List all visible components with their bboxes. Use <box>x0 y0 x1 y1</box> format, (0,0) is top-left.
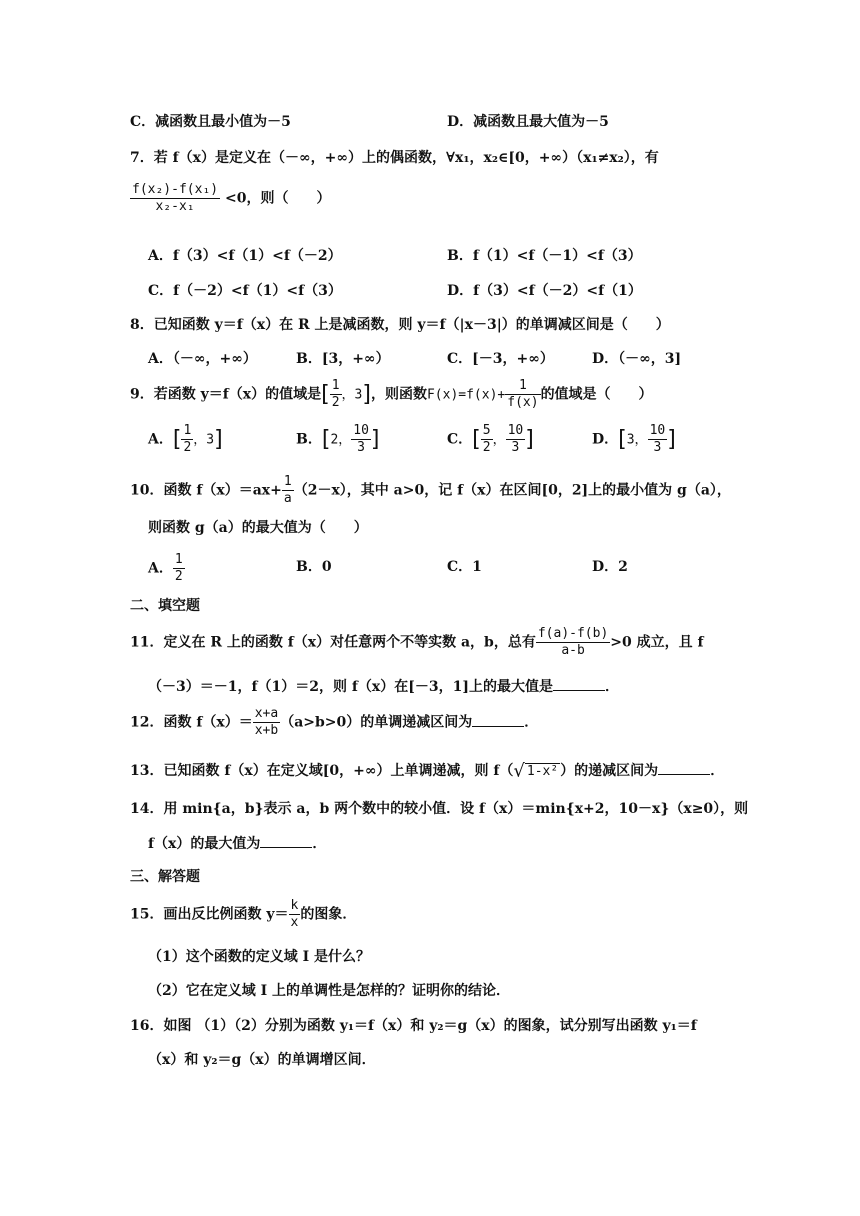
q11-line2 <box>148 676 619 697</box>
q15-stem <box>130 898 356 931</box>
q9-opt-b-den: 3 <box>351 439 371 456</box>
q7-condition <box>130 182 330 215</box>
q9-opt-b-num: 10 <box>353 423 369 438</box>
q7-option-d: D．f（3）<f（－2）<f（1） <box>447 283 642 299</box>
q10-stem-a: 10．函数 f（x）＝ax+ <box>130 482 282 499</box>
q9-opt-a-tail: ，3 <box>193 432 215 448</box>
q14-line2-text: f（x）的最大值为 <box>148 836 261 852</box>
q9-opt-d-head: 3， <box>626 432 648 448</box>
q9-opt-b-bracket-close: ] <box>370 427 380 452</box>
q10-option-b: B．0 <box>296 559 332 575</box>
q9-opt-d-bracket-close: ] <box>667 427 676 452</box>
q9-opt-c-num1: 5 <box>482 423 491 438</box>
q9-opt-a-frac <box>181 423 193 456</box>
q16-line2: （x）和 y₂＝g（x）的单调增区间． <box>148 1052 376 1068</box>
q11-end: ． <box>604 679 619 695</box>
q9-opt-c-comma: ， <box>492 432 506 448</box>
q12-frac-den: x+b <box>254 723 279 738</box>
q8-stem: 8．已知函数 y＝f（x）在 R 上是减函数，则 y＝f（|x－3|）的单调减区间是（ ） <box>130 317 670 333</box>
q9-opt-a-bracket-close: ] <box>214 427 223 452</box>
q11-frac-num: f(a)-f(b) <box>537 626 609 641</box>
q9-opt-a-bracket-open: [ <box>172 427 182 452</box>
q9-opt-c-label: C． <box>447 431 473 448</box>
q9-stem-b: ，则函数 <box>370 386 427 403</box>
q11-line2-text: （－3）＝－1，f（1）＝2，则 f（x）在[－3，1]上的最大值是 <box>148 679 553 695</box>
q10-frac-den: a <box>283 491 292 506</box>
section-answer-heading: 三、解答题 <box>130 869 200 885</box>
q15-sub1: （1）这个函数的定义域 I 是什么？ <box>148 949 371 965</box>
q9-opt-d-label: D． <box>592 431 619 448</box>
q7-stem: 7．若 f（x）是定义在（－∞，+∞）上的偶函数，∀x₁，x₂∈[0，+∞）（x₁≠x₂），有 <box>130 150 659 166</box>
q15-frac-num: k <box>290 898 299 913</box>
q16-line1: 16．如图 （1）（2）分别为函数 y₁＝f（x）和 y₂＝g（x）的图象，试分别写出函数 y₁＝f <box>130 1018 697 1034</box>
q9-range-bracket-close: ] <box>362 382 371 407</box>
q9-func-den: f(x) <box>507 395 539 410</box>
q10-line2: 则函数 g（a）的最大值为（ ） <box>148 520 368 536</box>
section-fill-in-heading: 二、填空题 <box>130 598 200 614</box>
q9-range-frac <box>330 378 342 411</box>
sqrt-symbol: √ <box>513 760 525 782</box>
q9-stem <box>130 378 653 411</box>
q10-option-c: C．1 <box>447 559 482 575</box>
q15-stem-b: 的图象． <box>300 906 357 923</box>
q14-end: ． <box>312 836 327 852</box>
q9-opt-b-frac <box>351 423 371 456</box>
q9-option-d <box>592 423 676 456</box>
q14-answer-blank[interactable] <box>260 833 312 848</box>
q9-opt-d-num: 10 <box>649 423 666 438</box>
q9-range-num: 1 <box>331 378 340 393</box>
q10-frac-num: 1 <box>283 474 292 489</box>
q9-func-frac <box>505 378 540 411</box>
q9-func-num: 1 <box>518 378 527 393</box>
q9-opt-c-den2: 3 <box>506 439 526 456</box>
q7-frac-den: x₂-x₁ <box>130 198 220 215</box>
q12-stem <box>130 706 538 739</box>
q11-answer-blank[interactable] <box>553 676 605 691</box>
q7-option-a: A．f（3）<f（1）<f（－2） <box>148 248 342 264</box>
q12-stem-a: 12．函数 f（x）＝ <box>130 714 253 731</box>
q7-fraction <box>130 182 220 215</box>
q9-range-bracket-open: [ <box>321 382 330 407</box>
q13-answer-blank[interactable] <box>658 760 710 775</box>
q7-frac-num: f(x₂)-f(x₁) <box>132 182 219 197</box>
q10-opt-a-label: A． <box>148 560 173 577</box>
q10-opt-a-den: 2 <box>174 569 183 584</box>
q9-opt-b-label: B． <box>296 431 322 448</box>
q13-end: ． <box>710 763 725 779</box>
q14-line1: 14．用 min{a，b}表示 a，b 两个数中的较小值．设 f（x）＝min{x+2，10－x}（x≥0），则 <box>130 801 749 817</box>
q10-option-a <box>148 552 185 585</box>
q9-opt-d-bracket-open: [ <box>618 427 627 452</box>
q12-frac-num: x+a <box>254 706 279 721</box>
q11-frac <box>536 626 610 659</box>
q9-opt-c-den1: 2 <box>482 440 491 455</box>
q10-frac <box>282 474 294 507</box>
q9-stem-a: 9．若函数 y＝f（x）的值域是 <box>130 386 322 403</box>
q6-option-d: D．减函数且最大值为－5 <box>447 114 609 130</box>
q10-opt-a-frac <box>173 552 185 585</box>
q7-option-c: C．f（－2）<f（1）<f（3） <box>148 283 342 299</box>
q7-tail: <0，则（ ） <box>224 190 331 207</box>
q10-stem <box>130 474 731 507</box>
q13-stem-b: ）的递减区间为 <box>560 763 659 779</box>
q9-opt-d-den: 3 <box>648 439 668 456</box>
q13-stem <box>130 760 724 782</box>
q13-sqrt-body: 1-x² <box>526 763 559 779</box>
q9-opt-c-bracket-open: [ <box>472 427 481 452</box>
q9-option-b <box>296 423 380 456</box>
q15-frac-den: x <box>290 915 299 930</box>
q9-opt-d-frac <box>648 423 668 456</box>
q9-range-tail: ，3 <box>341 387 363 403</box>
q8-option-b: B．[3，+∞） <box>296 351 390 367</box>
q9-opt-c-num2: 10 <box>507 423 524 438</box>
q11-frac-den: a-b <box>536 642 610 659</box>
q10-opt-a-num: 1 <box>174 552 183 567</box>
q15-frac <box>289 898 301 931</box>
q9-opt-a-num: 1 <box>183 423 192 438</box>
q15-sub2: （2）它在定义域 I 上的单调性是怎样的？证明你的结论． <box>148 983 511 999</box>
q9-option-c <box>447 423 534 456</box>
q6-option-c: C．减函数且最小值为－5 <box>130 114 291 130</box>
q11-stem <box>130 626 704 659</box>
q9-opt-b-head: 2， <box>330 432 352 448</box>
q9-opt-c-frac2 <box>506 423 526 456</box>
q7-option-b: B．f（1）<f（－1）<f（3） <box>447 248 642 264</box>
q9-func-lhs: F(x)=f(x)+ <box>426 387 506 403</box>
q9-opt-c-frac1 <box>481 423 493 456</box>
q13-stem-a: 13．已知函数 f（x）在定义域[0，+∞）上单调递减，则 f（ <box>130 763 514 779</box>
q11-stem-b: >0 成立，且 f <box>610 634 704 651</box>
q10-option-d: D．2 <box>592 559 628 575</box>
q11-stem-a: 11．定义在 R 上的函数 f（x）对任意两个不等实数 a，b，总有 <box>130 634 536 651</box>
q9-opt-a-label: A． <box>148 431 173 448</box>
q9-opt-a-den: 2 <box>183 440 192 455</box>
q9-opt-b-bracket-open: [ <box>321 427 331 452</box>
q12-answer-blank[interactable] <box>472 712 524 727</box>
q14-line2 <box>148 833 326 854</box>
q8-option-c: C．[－3，+∞） <box>447 351 554 367</box>
q9-opt-c-bracket-close: ] <box>525 427 534 452</box>
q15-stem-a: 15．画出反比例函数 y＝ <box>130 906 289 923</box>
q12-end: ． <box>524 714 539 731</box>
q8-option-d: D．（－∞，3] <box>592 351 682 367</box>
q10-stem-b: （2－x），其中 a>0，记 f（x）在区间[0，2]上的最小值为 g（a）， <box>293 482 731 499</box>
q8-option-a: A．（－∞，+∞） <box>148 351 257 367</box>
q9-option-a <box>148 423 223 456</box>
q9-stem-c: 的值域是（ ） <box>540 386 653 403</box>
q9-range-den: 2 <box>331 395 340 410</box>
q12-frac <box>253 706 280 739</box>
q12-stem-b: （a>b>0）的单调递减区间为 <box>280 714 473 731</box>
